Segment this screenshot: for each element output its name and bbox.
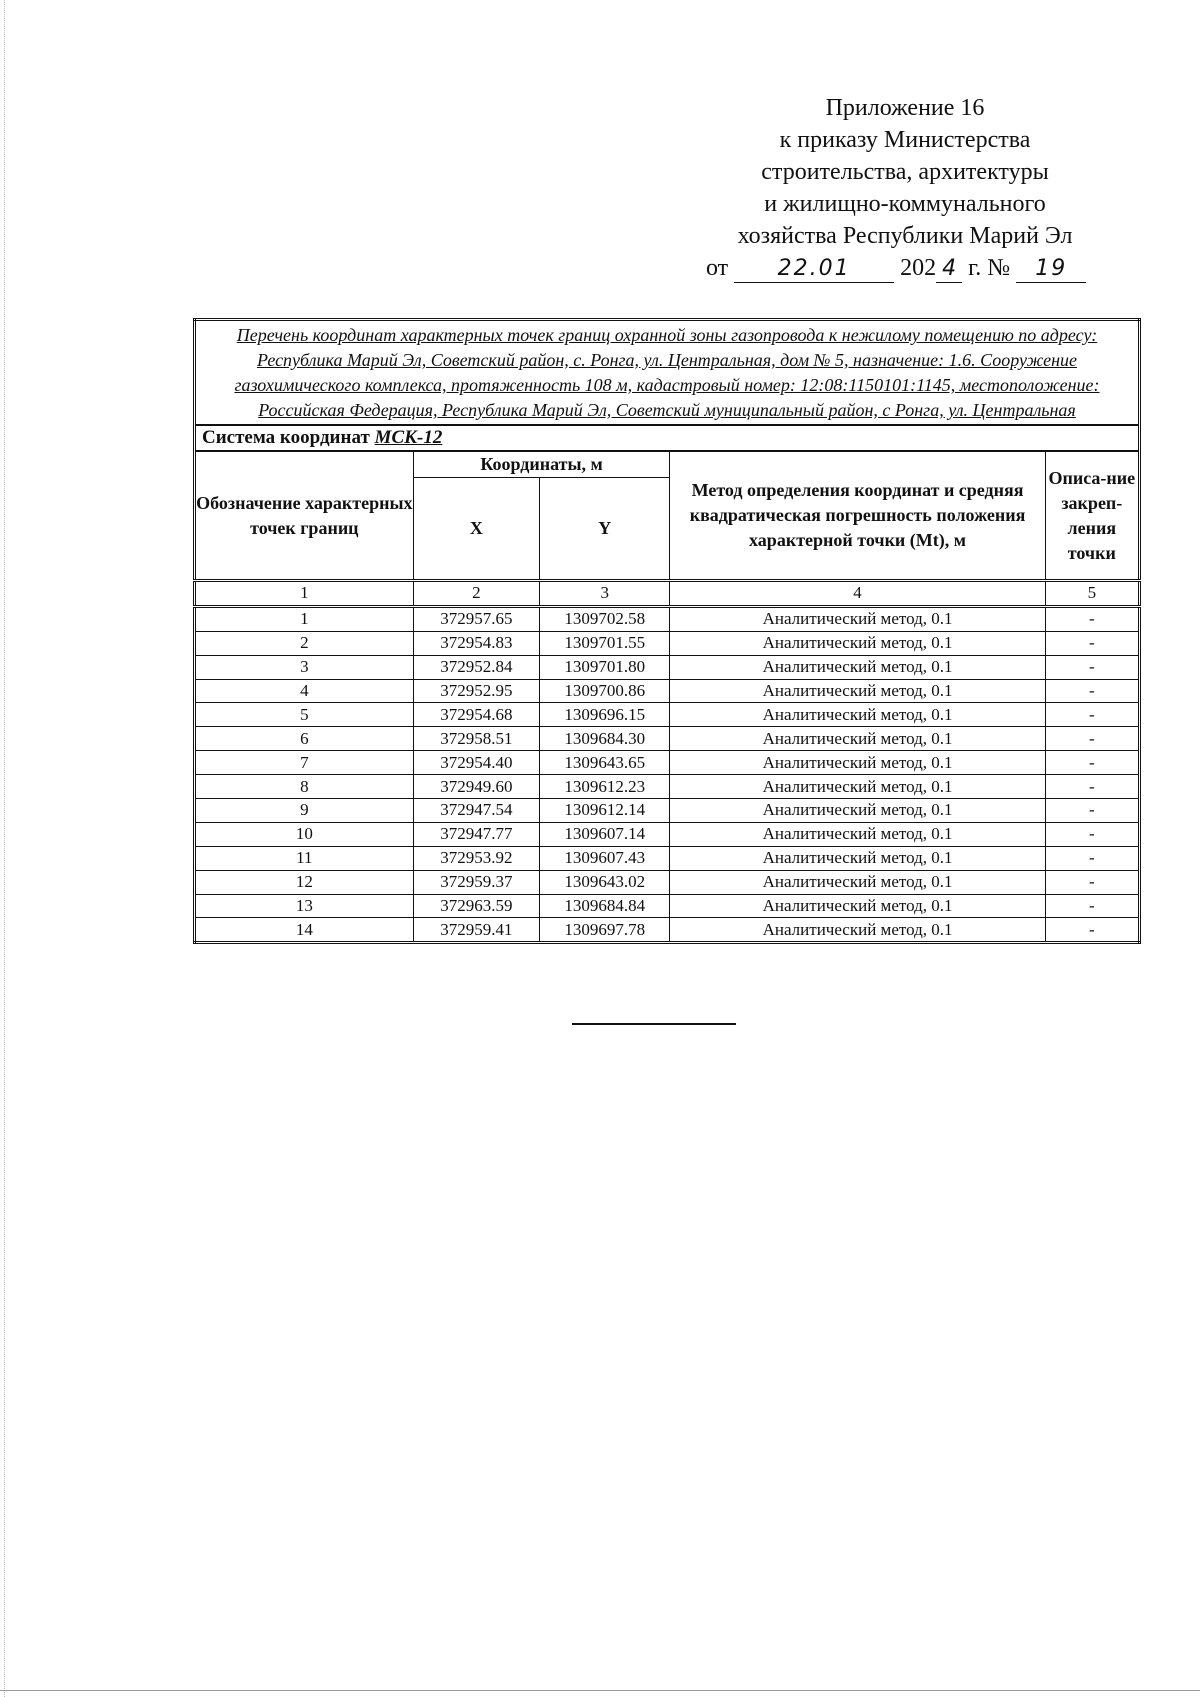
cell-point: 3: [195, 655, 414, 679]
appendix-line: хозяйства Республики Марий Эл: [737, 223, 1073, 249]
order-date-handwritten: 22.01: [734, 256, 894, 283]
cell-point: 9: [195, 799, 414, 823]
cell-method: Аналитический метод, 0.1: [670, 751, 1045, 775]
cell-x: 372947.54: [413, 799, 539, 823]
table-row: [195, 918, 1140, 943]
cell-method: Аналитический метод, 0.1: [670, 894, 1045, 918]
cell-description: -: [1045, 799, 1139, 823]
cell-y: 1309684.30: [540, 727, 670, 751]
table-caption: Перечень координат характерных точек границ охранной зоны газопровода к нежилому помещению по адресу: Республика Марий Эл, Советский район, с. Ронга, ул. Центральная, дом № 5, назначение: 1.6. Сооружение газохимического комплекса, протяженность 108 м, кадастровый номер: 12:08:1150101:1145, местоположение: Российская Федерация, Республика Марий Эл, Советский муниципальный район, с Ронга, ул. Центральная: [195, 320, 1140, 426]
table-row: [195, 822, 1140, 846]
cell-y: 1309643.02: [540, 870, 670, 894]
year-prefix: 202: [900, 255, 937, 281]
cell-method: Аналитический метод, 0.1: [670, 846, 1045, 870]
cell-y: 1309607.43: [540, 846, 670, 870]
cell-method: Аналитический метод, 0.1: [670, 822, 1045, 846]
cell-point: 7: [195, 751, 414, 775]
order-number-handwritten: 19: [1016, 256, 1086, 283]
cell-y: 1309701.80: [540, 655, 670, 679]
table-row: [195, 775, 1140, 799]
cell-point: 6: [195, 727, 414, 751]
cell-point: 13: [195, 894, 414, 918]
cell-x: 372953.92: [413, 846, 539, 870]
cell-x: 372952.95: [413, 679, 539, 703]
cell-x: 372954.68: [413, 703, 539, 727]
cell-description: -: [1045, 631, 1139, 655]
coordinate-system-label: Система координат: [202, 427, 370, 448]
scan-edge-left: [4, 0, 5, 1697]
cell-point: 14: [195, 918, 414, 943]
table-row: [195, 727, 1140, 751]
cell-method: Аналитический метод, 0.1: [670, 631, 1045, 655]
cell-method: Аналитический метод, 0.1: [670, 870, 1045, 894]
table-row: [195, 751, 1140, 775]
column-number: 3: [540, 581, 670, 607]
cell-point: 8: [195, 775, 414, 799]
column-number: 4: [670, 581, 1045, 607]
cell-x: 372954.40: [413, 751, 539, 775]
table-row: [195, 894, 1140, 918]
cell-method: Аналитический метод, 0.1: [670, 655, 1045, 679]
cell-x: 372952.84: [413, 655, 539, 679]
cell-y: 1309612.14: [540, 799, 670, 823]
scan-edge-bottom: [0, 1690, 1200, 1691]
cell-description: -: [1045, 918, 1139, 943]
order-year-handwritten: 4: [936, 256, 962, 283]
column-number-row: [195, 581, 1140, 607]
cell-description: -: [1045, 775, 1139, 799]
cell-description: -: [1045, 655, 1139, 679]
cell-method: Аналитический метод, 0.1: [670, 679, 1045, 703]
cell-point: 11: [195, 846, 414, 870]
header-y: Y: [540, 478, 670, 581]
cell-description: -: [1045, 846, 1139, 870]
table-body: [195, 581, 1140, 943]
order-date-line: [690, 252, 1120, 284]
cell-point: 2: [195, 631, 414, 655]
cell-y: 1309702.58: [540, 606, 670, 631]
cell-description: -: [1045, 727, 1139, 751]
cell-x: 372959.37: [413, 870, 539, 894]
cell-y: 1309700.86: [540, 679, 670, 703]
cell-method: Аналитический метод, 0.1: [670, 703, 1045, 727]
appendix-block: [690, 92, 1120, 284]
cell-method: Аналитический метод, 0.1: [670, 775, 1045, 799]
cell-x: 372949.60: [413, 775, 539, 799]
header-x: X: [413, 478, 539, 581]
appendix-line: Приложение 16: [825, 95, 985, 121]
cell-description: -: [1045, 822, 1139, 846]
cell-description: -: [1045, 894, 1139, 918]
cell-x: 372959.41: [413, 918, 539, 943]
date-prefix: от: [706, 255, 729, 281]
cell-y: 1309643.65: [540, 751, 670, 775]
coordinates-table: [193, 318, 1141, 944]
coordinate-system-row: [195, 425, 1140, 451]
header-description: Описа-ние закреп-ления точки: [1045, 451, 1139, 581]
table-row: [195, 846, 1140, 870]
cell-y: 1309697.78: [540, 918, 670, 943]
cell-y: 1309612.23: [540, 775, 670, 799]
number-label: г. №: [968, 255, 1011, 281]
coordinate-system-name: МСК-12: [374, 427, 443, 448]
table-row: [195, 799, 1140, 823]
column-number: 5: [1045, 581, 1139, 607]
cell-y: 1309701.55: [540, 631, 670, 655]
cell-description: -: [1045, 703, 1139, 727]
cell-method: Аналитический метод, 0.1: [670, 606, 1045, 631]
cell-y: 1309607.14: [540, 822, 670, 846]
cell-x: 372957.65: [413, 606, 539, 631]
cell-method: Аналитический метод, 0.1: [670, 799, 1045, 823]
cell-description: -: [1045, 870, 1139, 894]
cell-point: 5: [195, 703, 414, 727]
table-row: [195, 703, 1140, 727]
cell-y: 1309684.84: [540, 894, 670, 918]
table-row: [195, 679, 1140, 703]
table-row: [195, 606, 1140, 631]
column-number: 1: [195, 581, 414, 607]
header-coordinates: Координаты, м: [413, 451, 670, 478]
appendix-line: строительства, архитектуры: [761, 159, 1049, 185]
cell-description: -: [1045, 751, 1139, 775]
appendix-line: к приказу Министерства: [779, 127, 1031, 153]
cell-x: 372963.59: [413, 894, 539, 918]
cell-x: 372954.83: [413, 631, 539, 655]
cell-description: -: [1045, 679, 1139, 703]
cell-y: 1309696.15: [540, 703, 670, 727]
cell-method: Аналитический метод, 0.1: [670, 727, 1045, 751]
appendix-line: и жилищно-коммунального: [764, 191, 1046, 217]
end-rule: [572, 1023, 736, 1025]
cell-point: 4: [195, 679, 414, 703]
cell-point: 10: [195, 822, 414, 846]
table-row: [195, 655, 1140, 679]
cell-description: -: [1045, 606, 1139, 631]
table-row: [195, 870, 1140, 894]
table-row: [195, 631, 1140, 655]
cell-point: 12: [195, 870, 414, 894]
cell-method: Аналитический метод, 0.1: [670, 918, 1045, 943]
cell-point: 1: [195, 606, 414, 631]
header-point: Обозначение характерных точек границ: [195, 451, 414, 581]
header-method: Метод определения координат и средняя квадратическая погрешность положения характерной точки (Mt), м: [670, 451, 1045, 581]
column-number: 2: [413, 581, 539, 607]
cell-x: 372947.77: [413, 822, 539, 846]
cell-x: 372958.51: [413, 727, 539, 751]
